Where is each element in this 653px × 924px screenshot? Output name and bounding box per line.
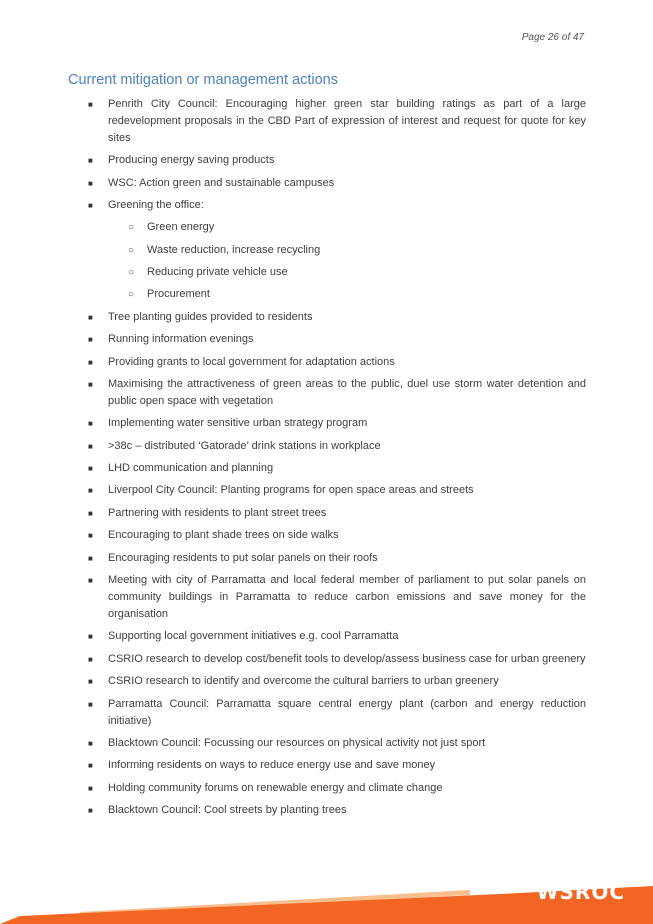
list-item-text: >38c – distributed ‘Gatorade’ drink stations in workplace: [108, 439, 381, 452]
list-item-text: Encouraging residents to put solar panels on their roofs: [108, 551, 378, 564]
list-item-text: Supporting local government initiatives e.g. cool Parramatta: [108, 630, 399, 643]
list-item-text: Liverpool City Council: Planting programs for open space areas and streets: [108, 484, 474, 497]
square-bullet-icon: ■: [88, 335, 93, 345]
square-bullet-icon: ■: [88, 441, 93, 451]
list-item-text: Parramatta Council: Parramatta square central energy plant (carbon and energy reduction initiative): [108, 697, 586, 727]
list-item-text: WSC: Action green and sustainable campuses: [108, 176, 335, 189]
list-item: [88, 628, 586, 645]
list-item: [88, 331, 586, 348]
sub-list-item-text: Green energy: [147, 221, 215, 234]
square-bullet-icon: ■: [88, 699, 93, 709]
list-item: [88, 96, 586, 147]
circle-bullet-icon: ○: [128, 244, 135, 256]
wsroc-logo: WSROC: [536, 880, 625, 904]
list-item: [88, 415, 586, 432]
square-bullet-icon: ■: [88, 419, 93, 429]
list-item-text: Penrith City Council: Encouraging higher green star building ratings as part of a large redevelopment proposals in the CBD Part of expression of interest and request for quote for key sites: [108, 98, 586, 144]
list-item: [88, 376, 586, 410]
list-item: [88, 175, 586, 192]
list-item-text: Tree planting guides provided to residents: [108, 310, 313, 323]
square-bullet-icon: ■: [88, 100, 93, 109]
list-item-text: Greening the office:: [108, 199, 204, 212]
square-bullet-icon: ■: [88, 508, 93, 518]
mitigation-actions-list: [88, 96, 586, 825]
sub-list-item-text: Reducing private vehicle use: [147, 265, 288, 278]
list-item-text: Providing grants to local government for adaptation actions: [108, 355, 395, 368]
square-bullet-icon: ■: [88, 654, 93, 664]
circle-bullet-icon: ○: [128, 266, 135, 278]
list-item-text: CSRIO research to identify and overcome the cultural barriers to urban greenery: [108, 675, 499, 688]
list-item: [88, 354, 586, 371]
list-item: [88, 651, 586, 668]
list-item: [88, 505, 586, 522]
sub-list-item: [128, 286, 586, 303]
square-bullet-icon: ■: [88, 677, 93, 687]
list-item: [88, 696, 586, 730]
list-item: [88, 309, 586, 326]
sub-list-item: [128, 242, 586, 259]
square-bullet-icon: ■: [88, 201, 93, 211]
list-item: [88, 802, 586, 819]
list-item: [88, 572, 586, 623]
sub-list-item: [128, 219, 586, 236]
square-bullet-icon: ■: [88, 531, 93, 541]
list-item: [88, 482, 586, 499]
square-bullet-icon: ■: [88, 486, 93, 496]
circle-bullet-icon: ○: [128, 222, 135, 234]
square-bullet-icon: ■: [88, 357, 93, 367]
square-bullet-icon: ■: [88, 783, 93, 793]
list-item-text: Producing energy saving products: [108, 154, 275, 167]
list-item-text: Blacktown Council: Cool streets by planting trees: [108, 804, 347, 817]
sub-list-item: [128, 264, 586, 281]
list-item-text: Maximising the attractiveness of green areas to the public, duel use storm water detention and public open space with vegetation: [108, 377, 586, 407]
list-item-text: Holding community forums on renewable energy and climate change: [108, 781, 443, 794]
square-bullet-icon: ■: [88, 806, 93, 816]
list-item: [88, 197, 586, 303]
list-item-text: Meeting with city of Parramatta and local federal member of parliament to put solar panels on community buildings in Parramatta to reduce carbon emissions and save money for the organisation: [108, 574, 586, 621]
list-item-text: Encouraging to plant shade trees on side walks: [108, 529, 339, 542]
square-bullet-icon: ■: [88, 156, 93, 166]
list-item: [88, 735, 586, 752]
list-item: [88, 438, 586, 455]
sub-list-item-text: Procurement: [147, 288, 210, 301]
square-bullet-icon: ■: [88, 312, 93, 322]
circle-bullet-icon: ○: [128, 289, 135, 301]
page-number: Page 26 of 47: [521, 32, 584, 43]
square-bullet-icon: ■: [88, 632, 93, 642]
sub-list-item-text: Waste reduction, increase recycling: [147, 243, 321, 256]
list-item: [88, 550, 586, 567]
list-item: [88, 527, 586, 544]
square-bullet-icon: ■: [88, 178, 93, 188]
list-item-text: LHD communication and planning: [108, 462, 274, 475]
greening-office-sublist: [108, 219, 586, 303]
list-item-text: Blacktown Council: Focussing our resources on physical activity not just sport: [108, 736, 486, 749]
list-item: [88, 757, 586, 774]
list-item-text: Running information evenings: [108, 333, 254, 346]
list-item: [88, 152, 586, 169]
square-bullet-icon: ■: [88, 576, 93, 586]
list-item-text: Implementing water sensitive urban strategy program: [108, 417, 368, 430]
square-bullet-icon: ■: [88, 379, 93, 389]
list-item: [88, 460, 586, 477]
section-heading: Current mitigation or management actions: [68, 72, 338, 88]
list-item: [88, 673, 586, 690]
list-item-text: Partnering with residents to plant street trees: [108, 506, 327, 519]
square-bullet-icon: ■: [88, 464, 93, 474]
square-bullet-icon: ■: [88, 761, 93, 771]
square-bullet-icon: ■: [88, 553, 93, 563]
square-bullet-icon: ■: [88, 738, 93, 748]
list-item-text: Informing residents on ways to reduce energy use and save money: [108, 759, 436, 772]
list-item: [88, 780, 586, 797]
list-item-text: CSRIO research to develop cost/benefit tools to develop/assess business case for urban greenery: [108, 652, 586, 665]
